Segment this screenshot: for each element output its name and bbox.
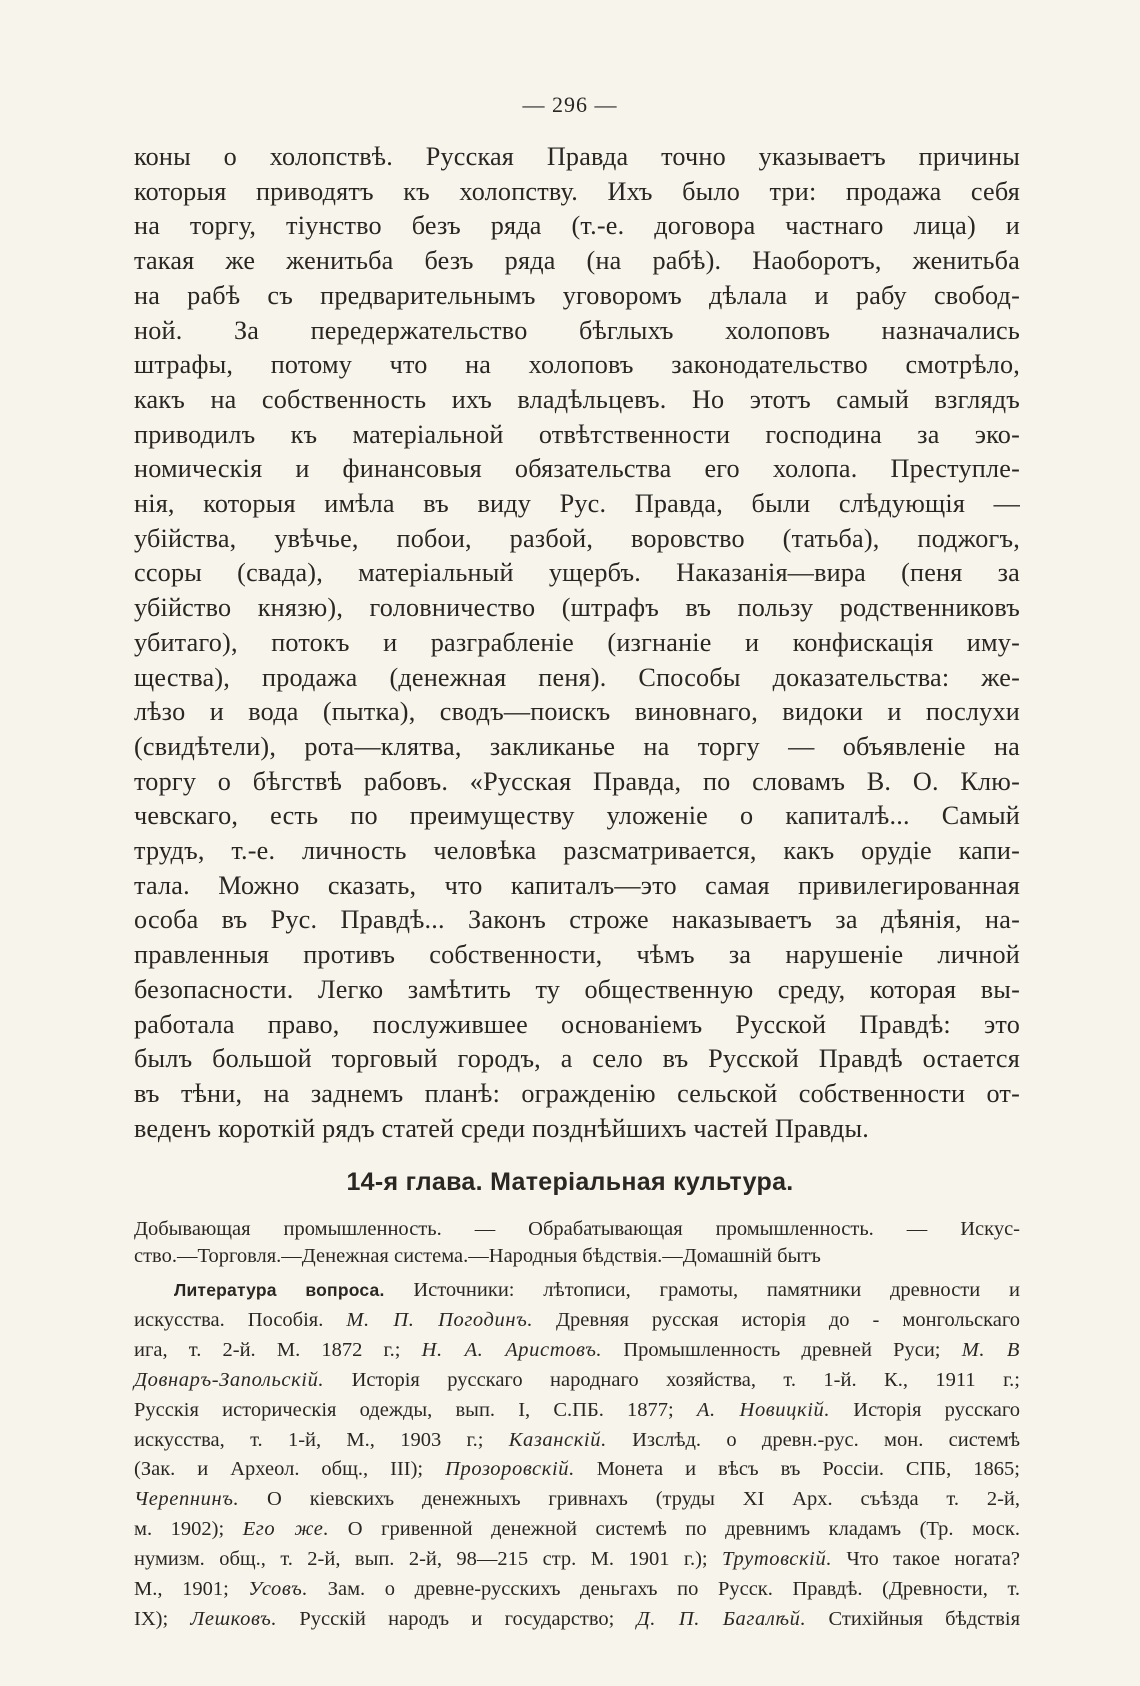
summary-line: ство.—Торговля.—Денежная система.—Народныя бѣдствія.—Домашній бытъ bbox=[134, 1245, 821, 1267]
bibliography-text: Монета и вѣсъ въ Россіи. СПБ, 1865; bbox=[574, 1458, 1020, 1481]
author-name: Его же. bbox=[242, 1518, 330, 1541]
bibliography-text: Русскій народъ и государство; bbox=[277, 1607, 637, 1630]
text-line: убійство князю), головничество (штрафъ въ пользу родственниковъ bbox=[134, 593, 1020, 623]
author-name: Казанскій. bbox=[508, 1428, 607, 1451]
bibliography-text: нумизм. общ., т. 2-й, вып. 2-й, 98—215 стр. М. 1901 г.); bbox=[134, 1548, 723, 1571]
page-number: — 296 — bbox=[522, 92, 618, 117]
bibliography-text: м. 1902); bbox=[134, 1518, 243, 1541]
text-line: штрафы, потому что на холоповъ законодательство смотрѣло, bbox=[134, 350, 1020, 380]
bibliography-text: О кіевскихъ денежныхъ гривнахъ (труды XI Арх. съѣзда т. 2-й, bbox=[239, 1488, 1020, 1511]
text-line: ссоры (свада), матеріальный ущербъ. Наказанія—вира (пеня за bbox=[134, 558, 1020, 588]
text-line: нія, которыя имѣла въ виду Рус. Правда, были слѣдующія — bbox=[134, 489, 1020, 519]
text-line: правленныя противъ собственности, чѣмъ за нарушеніе личной bbox=[134, 940, 1020, 970]
bibliography-line bbox=[134, 1605, 1020, 1635]
author-name: Довнаръ-Запольскій. bbox=[134, 1368, 325, 1391]
text-line: тала. Можно сказать, что капиталъ—это самая привилегированная bbox=[134, 870, 1020, 900]
text-line: такая же женитьба безъ ряда (на рабѣ). Наоборотъ, женитьба bbox=[134, 246, 1020, 276]
bibliography-line bbox=[134, 1515, 1020, 1545]
text-line: былъ большой торговый городъ, а село въ Русской Правдѣ остается bbox=[134, 1044, 1020, 1074]
text-line: безопасности. Легко замѣтить ту общественную среду, которая вы- bbox=[134, 974, 1020, 1004]
text-line: убійства, увѣчье, побои, разбой, воровство (татьба), поджогъ, bbox=[134, 523, 1020, 553]
bibliography-text: О гривенной денежной системѣ по древнимъ кладамъ (Тр. моск. bbox=[329, 1518, 1020, 1541]
bibliography-line bbox=[134, 1485, 1020, 1515]
text-line: на торгу, тіунство безъ ряда (т.-е. договора частнаго лица) и bbox=[134, 211, 1020, 241]
bibliography-line bbox=[134, 1306, 1020, 1336]
text-line: которыя приводятъ къ холопству. Ихъ было три: продажа себя bbox=[134, 176, 1020, 206]
author-name: Прозоровскій. bbox=[445, 1458, 575, 1481]
bibliography-line bbox=[134, 1366, 1020, 1396]
text-line: приводилъ къ матеріальной отвѣтственности господина за эко- bbox=[134, 419, 1020, 449]
author-name: Черепнинъ. bbox=[134, 1488, 240, 1511]
text-line: трудъ, т.-е. личность человѣка разсматривается, какъ орудіе капи- bbox=[134, 836, 1020, 866]
bibliography-text: Что такое ногата? bbox=[832, 1548, 1020, 1571]
text-line: убитаго), потокъ и разграбленіе (изгнаніе и конфискація иму- bbox=[134, 627, 1020, 657]
text-line: коны о холопствѣ. Русская Правда точно указываетъ причины bbox=[134, 142, 1020, 171]
author-name: Усовъ. bbox=[248, 1578, 309, 1601]
bibliography-line bbox=[134, 1455, 1020, 1485]
summary-line: Добывающая промышленность. — Обрабатывающая промышленность. — Искус- bbox=[134, 1218, 1020, 1240]
text-line: щества), продажа (денежная пеня). Способы доказательства: же- bbox=[134, 662, 1020, 692]
chapter-summary bbox=[134, 1216, 1020, 1270]
bibliography-text: Русскія историческія одежды, вып. I, С.ПБ. 1877; bbox=[134, 1398, 697, 1421]
text-line: въ тѣни, на заднемъ планѣ: огражденію сельской собственности от- bbox=[134, 1078, 1020, 1108]
chapter-heading: 14-я глава. Матеріальная культура. bbox=[346, 1168, 794, 1196]
bibliography-text: Зам. о древне-русскихъ деньгахъ по Русск. Правдѣ. (Древности, т. bbox=[308, 1578, 1020, 1601]
author-name: Лешковъ. bbox=[190, 1607, 278, 1630]
text-line: веденъ короткій рядъ статей среди позднѣйшихъ частей Правды. bbox=[134, 1113, 870, 1143]
bibliography-line bbox=[134, 1545, 1020, 1575]
bibliography-text: М., 1901; bbox=[134, 1578, 249, 1601]
bibliography-line bbox=[134, 1276, 1020, 1306]
author-name: М. В bbox=[961, 1338, 1020, 1361]
author-name: М. П. Погодинъ. bbox=[346, 1308, 534, 1331]
bibliography-line bbox=[134, 1396, 1020, 1426]
text-line: работала право, послужившее основаніемъ Русской Правдѣ: это bbox=[134, 1009, 1020, 1039]
bibliography-text: IX); bbox=[134, 1607, 191, 1630]
bibliography-text: Изслѣд. о древн.-рус. мон. системѣ bbox=[606, 1428, 1020, 1451]
author-name: Трутовскій. bbox=[722, 1548, 833, 1571]
bibliography-lead: Литература вопроса. bbox=[174, 1280, 385, 1300]
bibliography-line bbox=[134, 1336, 1020, 1366]
bibliography-text: Источники: лѣтописи, грамоты, памятники древности и bbox=[384, 1279, 1020, 1301]
bibliography-text: ига, т. 2-й. М. 1872 г.; bbox=[134, 1338, 422, 1361]
text-line: чевскаго, есть по преимуществу уложеніе о капиталѣ... Самый bbox=[134, 801, 1020, 831]
bibliography-line bbox=[134, 1575, 1020, 1605]
text-line: какъ на собственность ихъ владѣльцевъ. Но этотъ самый взглядъ bbox=[134, 384, 1020, 414]
text-line: (свидѣтели), рота—клятва, закликанье на торгу — объявленіе на bbox=[134, 731, 1020, 761]
bibliography-text: искусства, т. 1-й, М., 1903 г.; bbox=[134, 1428, 509, 1451]
author-name: А. Новицкій. bbox=[696, 1398, 831, 1421]
text-line: лѣзо и вода (пытка), сводъ—поискъ виновнаго, видоки и послухи bbox=[134, 697, 1020, 727]
bibliography-text: Промышленность древней Руси; bbox=[602, 1338, 962, 1361]
text-line: особа въ Рус. Правдѣ... Законъ строже наказываетъ за дѣянія, на- bbox=[134, 905, 1020, 935]
text-line: номическія и финансовыя обязательства его холопа. Преступле- bbox=[134, 454, 1020, 484]
text-line: торгу о бѣгствѣ рабовъ. «Русская Правда, по словамъ В. О. Клю- bbox=[134, 766, 1020, 796]
bibliography-text: искусства. Пособія. bbox=[134, 1308, 347, 1331]
text-line: ной. За передержательство бѣглыхъ холоповъ назначались bbox=[134, 315, 1020, 345]
bibliography-text: Исторія русскаго bbox=[830, 1398, 1020, 1421]
bibliography-text: Исторія русскаго народнаго хозяйства, т. 1-й. К., 1911 г.; bbox=[324, 1368, 1020, 1391]
author-name: Д. П. Багалѣй. bbox=[636, 1607, 807, 1630]
bibliography-text: (Зак. и Археол. общ., III); bbox=[134, 1458, 446, 1481]
main-text bbox=[134, 140, 1020, 1146]
bibliography bbox=[134, 1276, 1020, 1635]
bibliography-text: Древняя русская исторія до - монгольскаго bbox=[533, 1308, 1020, 1331]
bibliography-text: Стихійныя бѣдствія bbox=[806, 1607, 1021, 1630]
text-line: на рабѣ съ предварительнымъ уговоромъ дѣлала и рабу свобод- bbox=[134, 280, 1020, 310]
author-name: Н. А. Аристовъ. bbox=[421, 1338, 603, 1361]
bibliography-line bbox=[134, 1426, 1020, 1456]
